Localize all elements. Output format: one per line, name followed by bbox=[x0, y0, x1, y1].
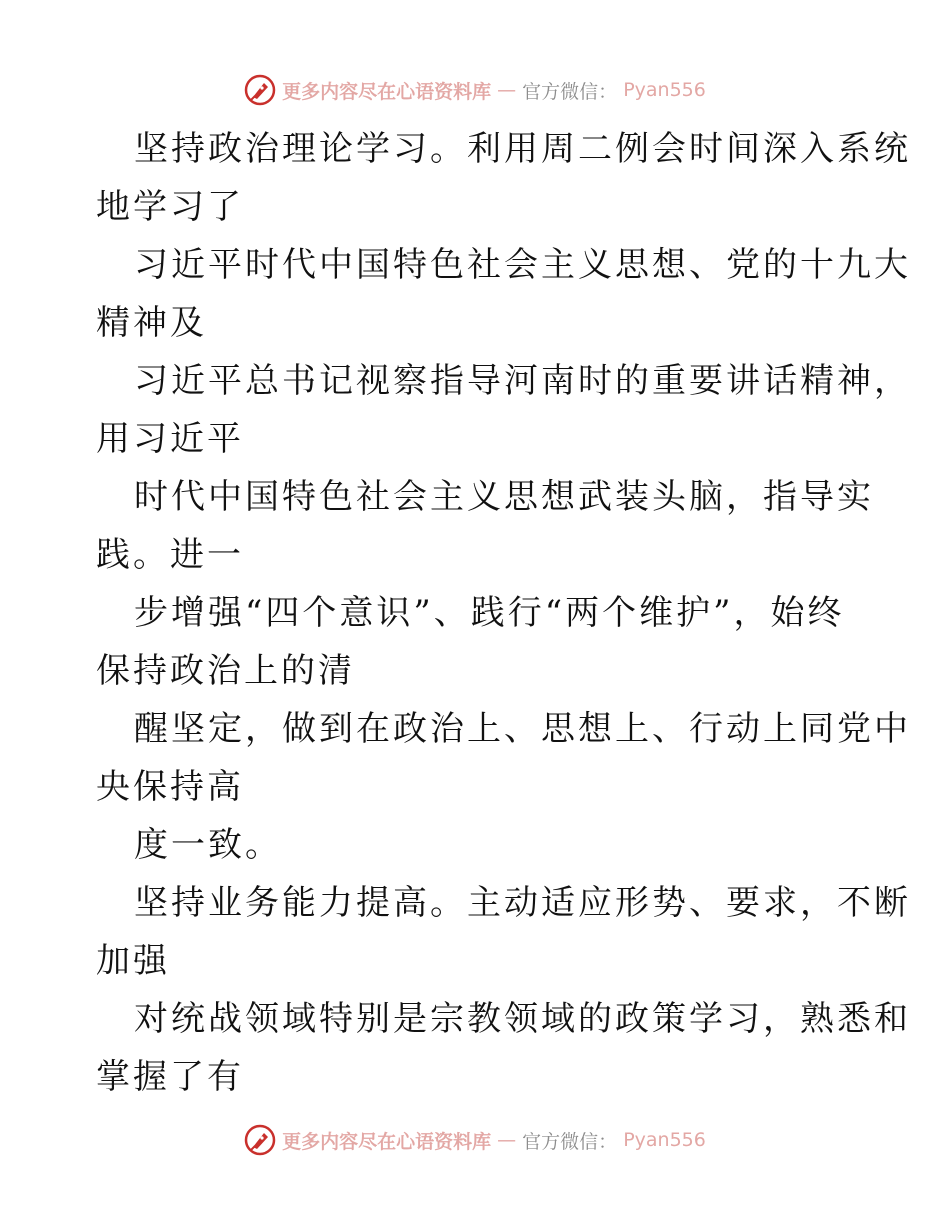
body-text-line: 步增强“四个意识”、践行“两个维护”，始终 bbox=[134, 593, 845, 633]
body-text-line: 用习近平 bbox=[96, 419, 244, 459]
body-text-line: 习近平总书记视察指导河南时的重要讲话精神， bbox=[134, 361, 911, 401]
pen-nib-logo-icon bbox=[244, 1124, 276, 1156]
body-text-line: 习近平时代中国特色社会主义思想、党的十九大 bbox=[134, 245, 911, 285]
body-text-line: 保持政治上的清 bbox=[96, 651, 355, 691]
watermark-dash: — bbox=[497, 1129, 517, 1151]
body-text-line: 时代中国特色社会主义思想武装头脑，指导实 bbox=[134, 477, 874, 517]
body-text-line: 央保持高 bbox=[96, 767, 244, 807]
footer-watermark bbox=[0, 1120, 950, 1160]
watermark-main-text: 更多内容尽在心语资料库 bbox=[282, 1130, 492, 1153]
watermark-main-text: 更多内容尽在心语资料库 bbox=[282, 80, 492, 103]
body-text-line: 地学习了 bbox=[96, 187, 244, 227]
body-text-line: 加强 bbox=[96, 941, 170, 981]
body-text-line: 度一致。 bbox=[134, 825, 282, 865]
body-text-line: 坚持政治理论学习。利用周二例会时间深入系统 bbox=[134, 129, 911, 169]
body-text-line: 坚持业务能力提高。主动适应形势、要求，不断 bbox=[134, 883, 911, 923]
body-text-line: 掌握了有 bbox=[96, 1057, 244, 1097]
watermark-wechat-label: 官方微信： bbox=[522, 80, 618, 103]
body-text-line: 对统战领域特别是宗教领域的政策学习，熟悉和 bbox=[134, 999, 911, 1039]
pen-nib-logo-icon bbox=[244, 74, 276, 106]
header-watermark bbox=[0, 70, 950, 110]
body-text-line: 醒坚定，做到在政治上、思想上、行动上同党中 bbox=[134, 709, 911, 749]
document-body bbox=[96, 120, 911, 1106]
body-text-line: 践。进一 bbox=[96, 535, 244, 575]
watermark-dash: — bbox=[497, 79, 517, 101]
watermark-wechat-label: 官方微信： bbox=[522, 1130, 618, 1153]
watermark-wechat-id: Pyan556 bbox=[623, 1129, 706, 1151]
body-text-line: 精神及 bbox=[96, 303, 207, 343]
watermark-wechat-id: Pyan556 bbox=[623, 79, 706, 101]
